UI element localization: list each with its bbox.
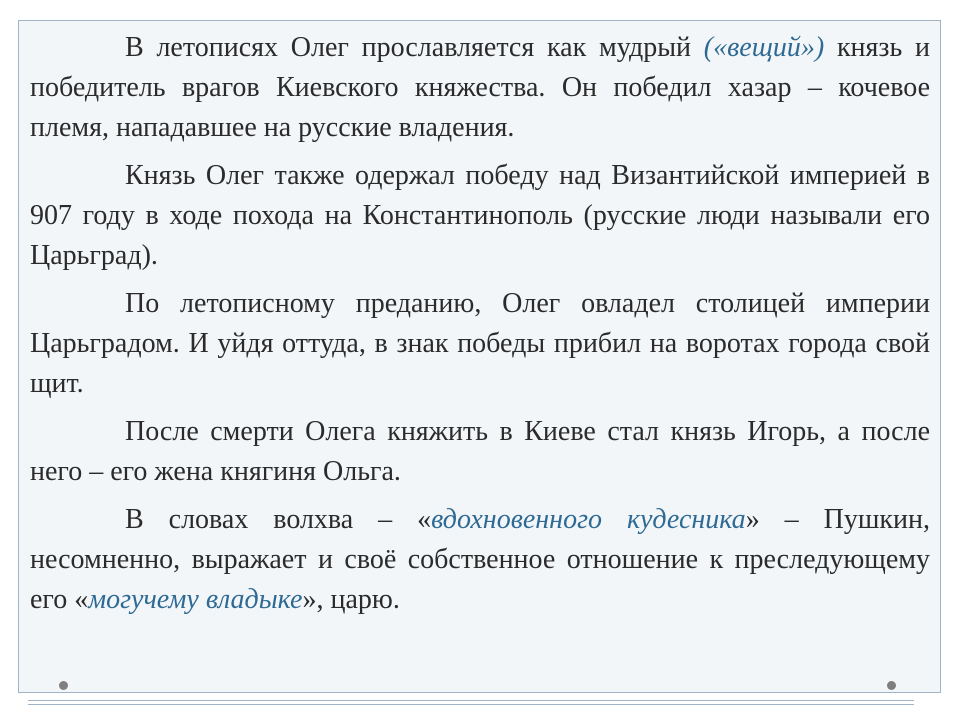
paragraph-byzantium-victory <box>30 156 930 276</box>
paragraph-oleg-prophetic <box>30 28 930 148</box>
paragraph-text: Князь Олег также одержал победу над Византийской империей в 907 году в ходе похода на Константинополь (русские люди называли его Царьград). <box>30 160 930 271</box>
paragraph-text: », царю. <box>302 584 400 615</box>
paragraph-pushkin-attitude <box>30 500 930 620</box>
paragraph-igor-olga <box>30 412 930 492</box>
text-body <box>30 28 930 628</box>
decorative-dot-right <box>887 681 896 690</box>
highlight-vladyka: могучему владыке <box>88 584 303 615</box>
paragraph-tsargrad-shield <box>30 284 930 404</box>
paragraph-text: князь и победитель врагов Киевского княжества. Он победил хазар – кочевое племя, нападавшее на русские владения. <box>30 32 931 143</box>
paragraph-text: По летописному преданию, Олег овладел столицей империи Царьградом. И уйдя оттуда, в знак победы прибил на воротах города свой щит. <box>30 288 930 399</box>
paragraph-text: В словах волхва – « <box>125 504 432 535</box>
highlight-veshchiy: («вещий») <box>703 32 825 63</box>
paragraph-text: В летописях Олег прославляется как мудрый <box>125 32 704 63</box>
bottom-divider-line <box>28 704 914 705</box>
paragraph-text: » – Пушкин, несомненно, выражает и своё собственное отношение к преследующему его « <box>30 504 930 615</box>
decorative-dot-left <box>59 681 68 690</box>
paragraph-text: После смерти Олега княжить в Киеве стал князь Игорь, а после него – его жена княгиня Ольга. <box>30 416 930 487</box>
highlight-kudesnik: вдохновенного кудесника <box>431 504 746 535</box>
bottom-divider-line <box>28 700 914 701</box>
